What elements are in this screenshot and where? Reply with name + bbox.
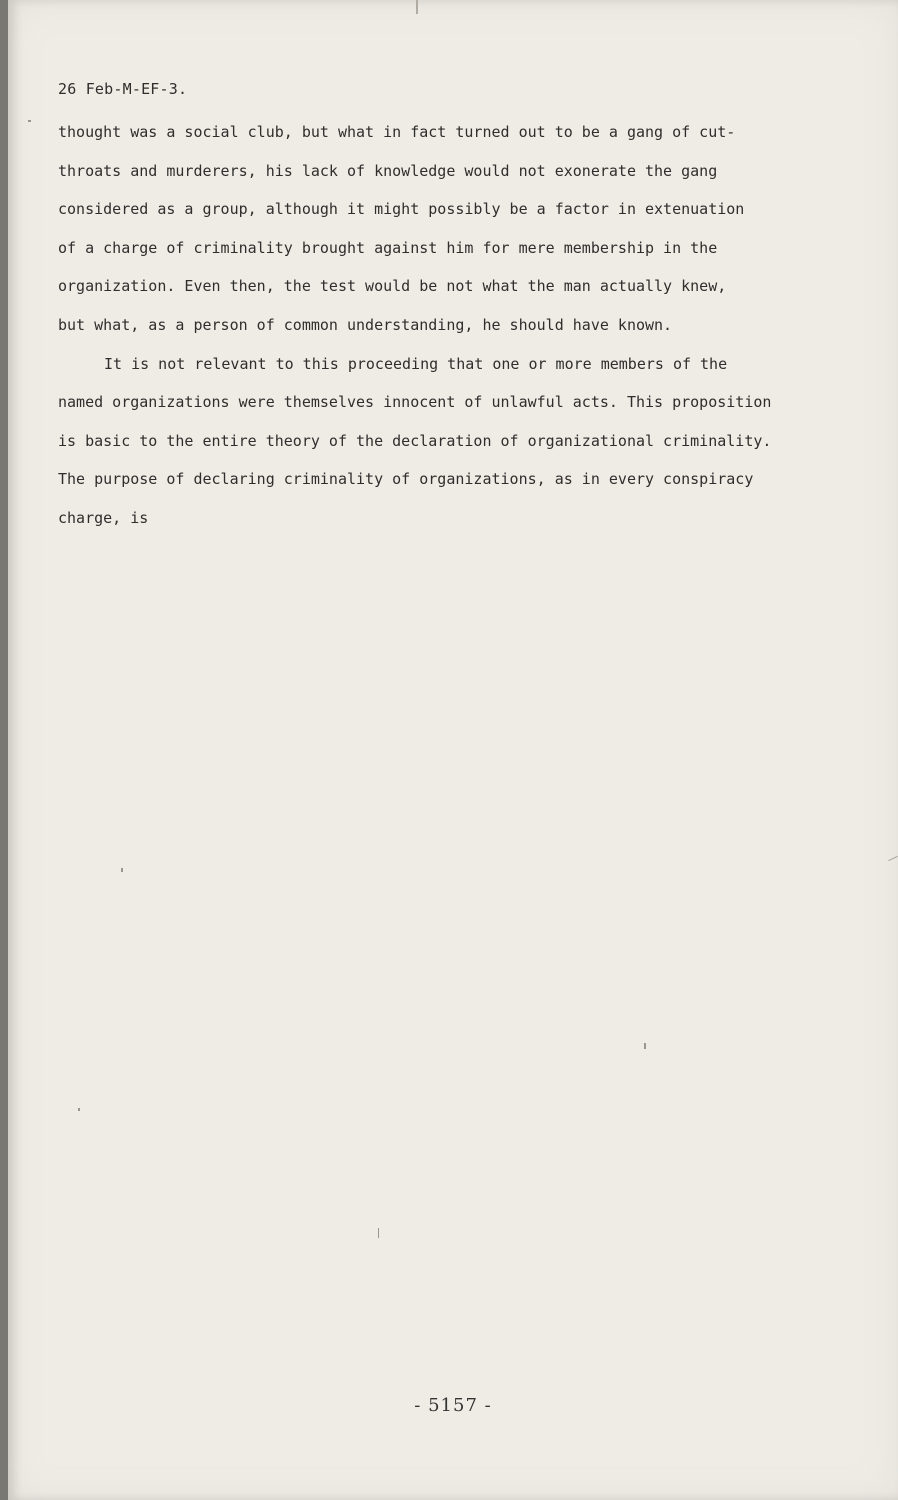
paper-speck [378, 1228, 379, 1238]
paper-speck [121, 868, 123, 872]
page-number: - 5157 - [414, 1395, 492, 1416]
paragraph-start-line: It is not relevant to this proceeding that one or more members of the [104, 354, 728, 373]
document-header: 26 Feb-M-EF-3. [58, 80, 188, 98]
document-page [8, 0, 898, 1500]
text-line: named organizations were themselves innocent of unlawful acts. This proposition [58, 393, 772, 412]
text-line: organization. Even then, the test would be not what the man actually knew, [58, 277, 727, 296]
paper-speck [28, 120, 31, 122]
paper-speck [78, 1108, 80, 1111]
text-line: charge, is [58, 508, 149, 527]
text-line: is basic to the entire theory of the declaration of organizational criminality. [58, 431, 772, 450]
binding-mark [416, 0, 418, 14]
text-line: throats and murderers, his lack of knowledge would not exonerate the gang [58, 161, 718, 180]
page-crease-mark [888, 856, 897, 861]
text-line: of a charge of criminality brought against him for mere membership in the [58, 238, 718, 257]
paper-speck [644, 1043, 646, 1049]
text-line: thought was a social club, but what in fact turned out to be a gang of cut- [58, 123, 736, 141]
text-line: but what, as a person of common understanding, he should have known. [58, 315, 673, 334]
text-line: considered as a group, although it might possibly be a factor in extenuation [58, 200, 745, 219]
body-text [58, 118, 848, 543]
text-line: The purpose of declaring criminality of organizations, as in every conspiracy [58, 470, 754, 489]
